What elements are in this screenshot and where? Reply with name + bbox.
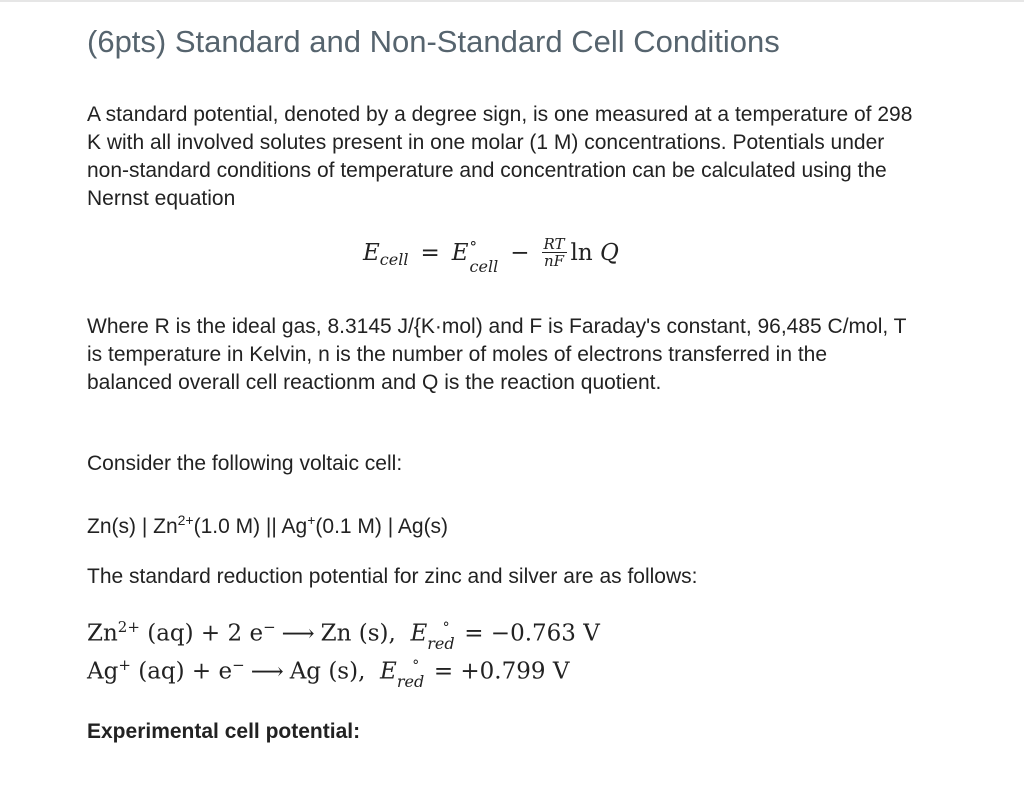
silver-ion: Ag — [87, 658, 119, 685]
silver-E: E — [380, 658, 397, 685]
nernst-numerator: RT — [543, 235, 565, 253]
zinc-red-sub: red — [427, 633, 455, 653]
silver-lhs: (aq) + e — [130, 658, 233, 685]
silver-product: Ag (s), — [289, 658, 366, 685]
nernst-Q: Q — [600, 239, 619, 266]
top-divider — [0, 0, 1024, 2]
zn-charge: 2+ — [177, 512, 194, 528]
nernst-cell-sub-2: cell — [469, 256, 499, 276]
silver-degree: ° — [412, 657, 420, 674]
nernst-equals: = — [420, 239, 440, 266]
standard-potential-text: The standard reduction potential for zinc and silver are as follows: — [87, 565, 698, 588]
zinc-half-reaction — [87, 618, 600, 653]
experimental-cell-potential-label: Experimental cell potential: — [87, 720, 361, 743]
silver-arrow: ⟶ — [250, 658, 284, 685]
zinc-ion-charge: 2+ — [117, 618, 140, 636]
silver-electron-charge: − — [232, 656, 245, 674]
question-title: (6pts) Standard and Non-Standard Cell Conditions — [87, 24, 780, 59]
cell-part-3: (0.1 M) | Ag(s) — [315, 515, 449, 538]
nernst-E: E — [363, 239, 380, 266]
nernst-supsub — [469, 237, 499, 276]
cell-part-2: (1.0 M) || Ag — [193, 515, 308, 538]
ag-charge: + — [307, 512, 316, 528]
nernst-degree: ° — [469, 237, 478, 256]
cell-part-1: Zn(s) | Zn — [87, 515, 178, 538]
zinc-ion: Zn — [87, 620, 118, 647]
zinc-electron-charge: − — [263, 618, 276, 636]
silver-red-sub: red — [396, 671, 425, 691]
nernst-cell-sub: cell — [379, 250, 409, 269]
cell-notation — [87, 512, 448, 539]
silver-half-reaction — [87, 656, 570, 691]
silver-potential-value: = +0.799 V — [433, 658, 570, 685]
zinc-degree: ° — [442, 619, 450, 636]
consider-text: Consider the following voltaic cell: — [87, 452, 403, 475]
zinc-product: Zn (s), — [320, 620, 396, 647]
zinc-arrow: ⟶ — [281, 620, 315, 647]
where-paragraph: Where R is the ideal gas, 8.3145 J/{K·mol) and F is Faraday's constant, 96,485 C/mol, T is temperature in Kelvin, n is the number of moles of electrons transferred in the balanced overall cell reactionm and Q is the reaction quotient. — [87, 315, 907, 394]
nernst-equation — [363, 235, 619, 276]
zinc-E: E — [410, 620, 428, 647]
nernst-denominator: nF — [543, 252, 565, 270]
nernst-E0: E — [451, 239, 469, 266]
zinc-lhs: (aq) + 2 e — [139, 620, 264, 647]
intro-paragraph: A standard potential, denoted by a degree sign, is one measured at a temperature of 298 K with all involved solutes present in one molar (1 M) concentrations. Potentials under non-standard conditions of temperature and concentration can be calculated using the Nernst equation — [87, 103, 913, 210]
nernst-ln: ln — [570, 239, 593, 266]
nernst-minus: − — [510, 239, 530, 266]
zinc-potential-value: = −0.763 V — [464, 620, 600, 647]
nernst-fraction — [542, 236, 567, 269]
silver-ion-charge: + — [118, 656, 131, 674]
